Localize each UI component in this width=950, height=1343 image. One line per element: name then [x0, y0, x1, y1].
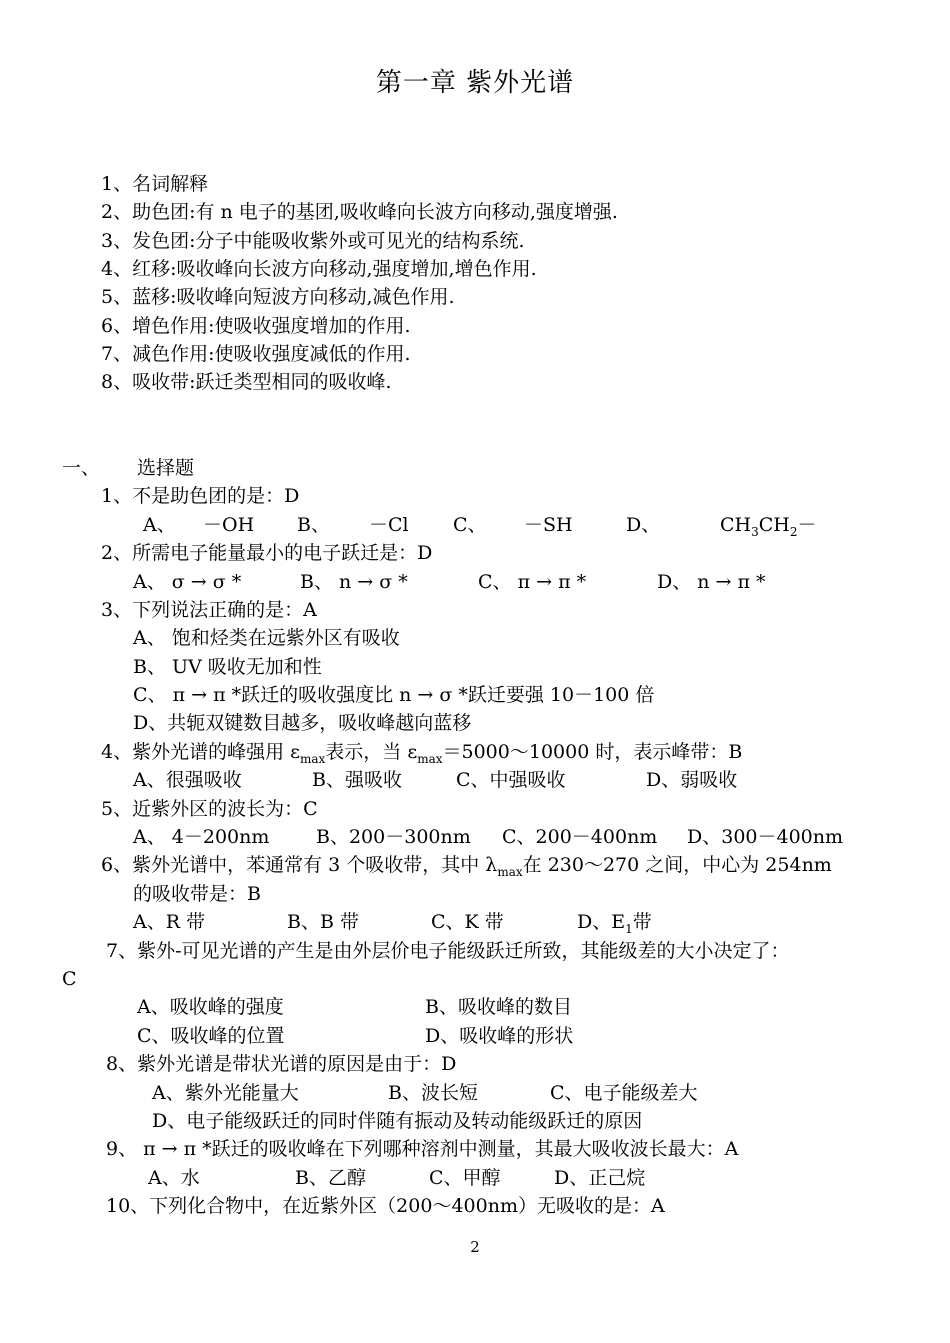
section-number: 一、	[62, 457, 101, 479]
option-c: C、吸收峰的位置	[137, 1025, 285, 1047]
question-stem: 9、 π → π *跃迁的吸收峰在下列哪种溶剂中测量，其最大吸收波长最大：A	[106, 1138, 739, 1160]
option-b: B、 UV 吸收无加和性	[133, 656, 322, 678]
option-c: C、 π → π *跃迁的吸收强度比 n → σ *跃迁要强 10－100 倍	[133, 684, 655, 706]
option-d: D、正己烷	[554, 1167, 646, 1189]
option-a: A、吸收峰的强度	[137, 996, 284, 1018]
option-d: D、电子能级跃迁的同时伴随有振动及转动能级跃迁的原因	[152, 1110, 643, 1132]
term-item: 2、助色团:有 n 电子的基团,吸收峰向长波方向移动,强度增强.	[101, 201, 618, 223]
option-c: C、200－400nm	[502, 826, 658, 848]
option-b: B、乙醇	[295, 1167, 366, 1189]
option-c: C、	[453, 514, 487, 536]
option-d: D、$E_1$带	[577, 911, 652, 936]
question-stem: 5、近紫外区的波长为：C	[101, 798, 318, 820]
option-a: A、	[143, 514, 176, 536]
question-stem: 1、不是助色团的是：D	[101, 485, 300, 507]
option-d: D、	[626, 514, 661, 536]
option-c: C、电子能级差大	[550, 1082, 698, 1104]
question-stem: 4、紫外光谱的峰强用 $\varepsilon_{max}$表示，当 $\varepsilon_{max}=5000\sim 10000$ 时，表示峰带：B	[101, 741, 743, 766]
question-stem: 10、下列化合物中，在近紫外区（200～400nm）无吸收的是：A	[106, 1195, 665, 1217]
option-d: D、300－400nm	[687, 826, 844, 848]
option-a: A、很强吸收	[133, 769, 242, 791]
option-b: B、吸收峰的数目	[425, 996, 572, 1018]
option-a: A、紫外光能量大	[152, 1082, 299, 1104]
option-b: B、	[297, 514, 330, 536]
section-heading: 选择题	[137, 457, 195, 479]
question-stem: 6、紫外光谱中，苯通常有 3 个吸收带，其中 $\lambda_{max}$在 230～270 之间，中心为 254nm	[101, 854, 832, 879]
option-b: B、强吸收	[312, 769, 402, 791]
question-stem: 7、紫外-可见光谱的产生是由外层价电子能级跃迁所致，其能级差的大小决定了：	[106, 940, 790, 962]
term-item: 5、蓝移:吸收峰向短波方向移动,减色作用.	[101, 286, 455, 308]
question-stem: 2、所需电子能量最小的电子跃迁是：D	[101, 542, 433, 564]
option-d: D、吸收峰的形状	[425, 1025, 574, 1047]
option-d: D、共轭双键数目越多，吸收峰越向蓝移	[133, 712, 472, 734]
option-c: C、甲醇	[429, 1167, 501, 1189]
option-a: A、R 带	[133, 911, 206, 933]
page-number: 2	[470, 1238, 480, 1256]
question-answer: C	[62, 968, 77, 990]
question-stem: 3、下列说法正确的是：A	[101, 599, 317, 621]
option-b: B、波长短	[388, 1082, 478, 1104]
option-a-value: －OH	[203, 514, 255, 536]
option-a: A、水	[148, 1167, 200, 1189]
option-a: A、 4－200nm	[133, 826, 270, 848]
term-item: 4、红移:吸收峰向长波方向移动,强度增加,增色作用.	[101, 258, 537, 280]
term-item: 7、减色作用:使吸收强度减低的作用.	[101, 343, 411, 365]
option-c-value: －SH	[524, 514, 573, 536]
option-c: C、中强吸收	[456, 769, 566, 791]
option-d: D、弱吸收	[646, 769, 738, 791]
term-item: 1、名词解释	[101, 173, 209, 195]
term-item: 8、吸收带:跃迁类型相同的吸收峰.	[101, 371, 392, 393]
option-c: C、 π → π *	[478, 571, 587, 593]
term-item: 6、增色作用:使吸收强度增加的作用.	[101, 315, 411, 337]
option-b: B、200－300nm	[316, 826, 471, 848]
option-d: D、 n → π *	[657, 571, 766, 593]
option-b: B、 n → σ *	[300, 571, 408, 593]
option-b: B、B 带	[287, 911, 359, 933]
question-stem: 8、紫外光谱是带状光谱的原因是由于：D	[106, 1053, 457, 1075]
option-a: A、 饱和烃类在远紫外区有吸收	[133, 627, 400, 649]
option-d-formula: $CH_3CH_2-$	[720, 514, 817, 539]
option-c: C、K 带	[431, 911, 504, 933]
page-title: 第一章 紫外光谱	[375, 68, 575, 98]
option-a: A、 σ → σ *	[133, 571, 242, 593]
term-item: 3、发色团:分子中能吸收紫外或可见光的结构系统.	[101, 230, 525, 252]
option-b-value: －Cl	[369, 514, 409, 536]
question-stem-continued: 的吸收带是：B	[133, 883, 261, 905]
